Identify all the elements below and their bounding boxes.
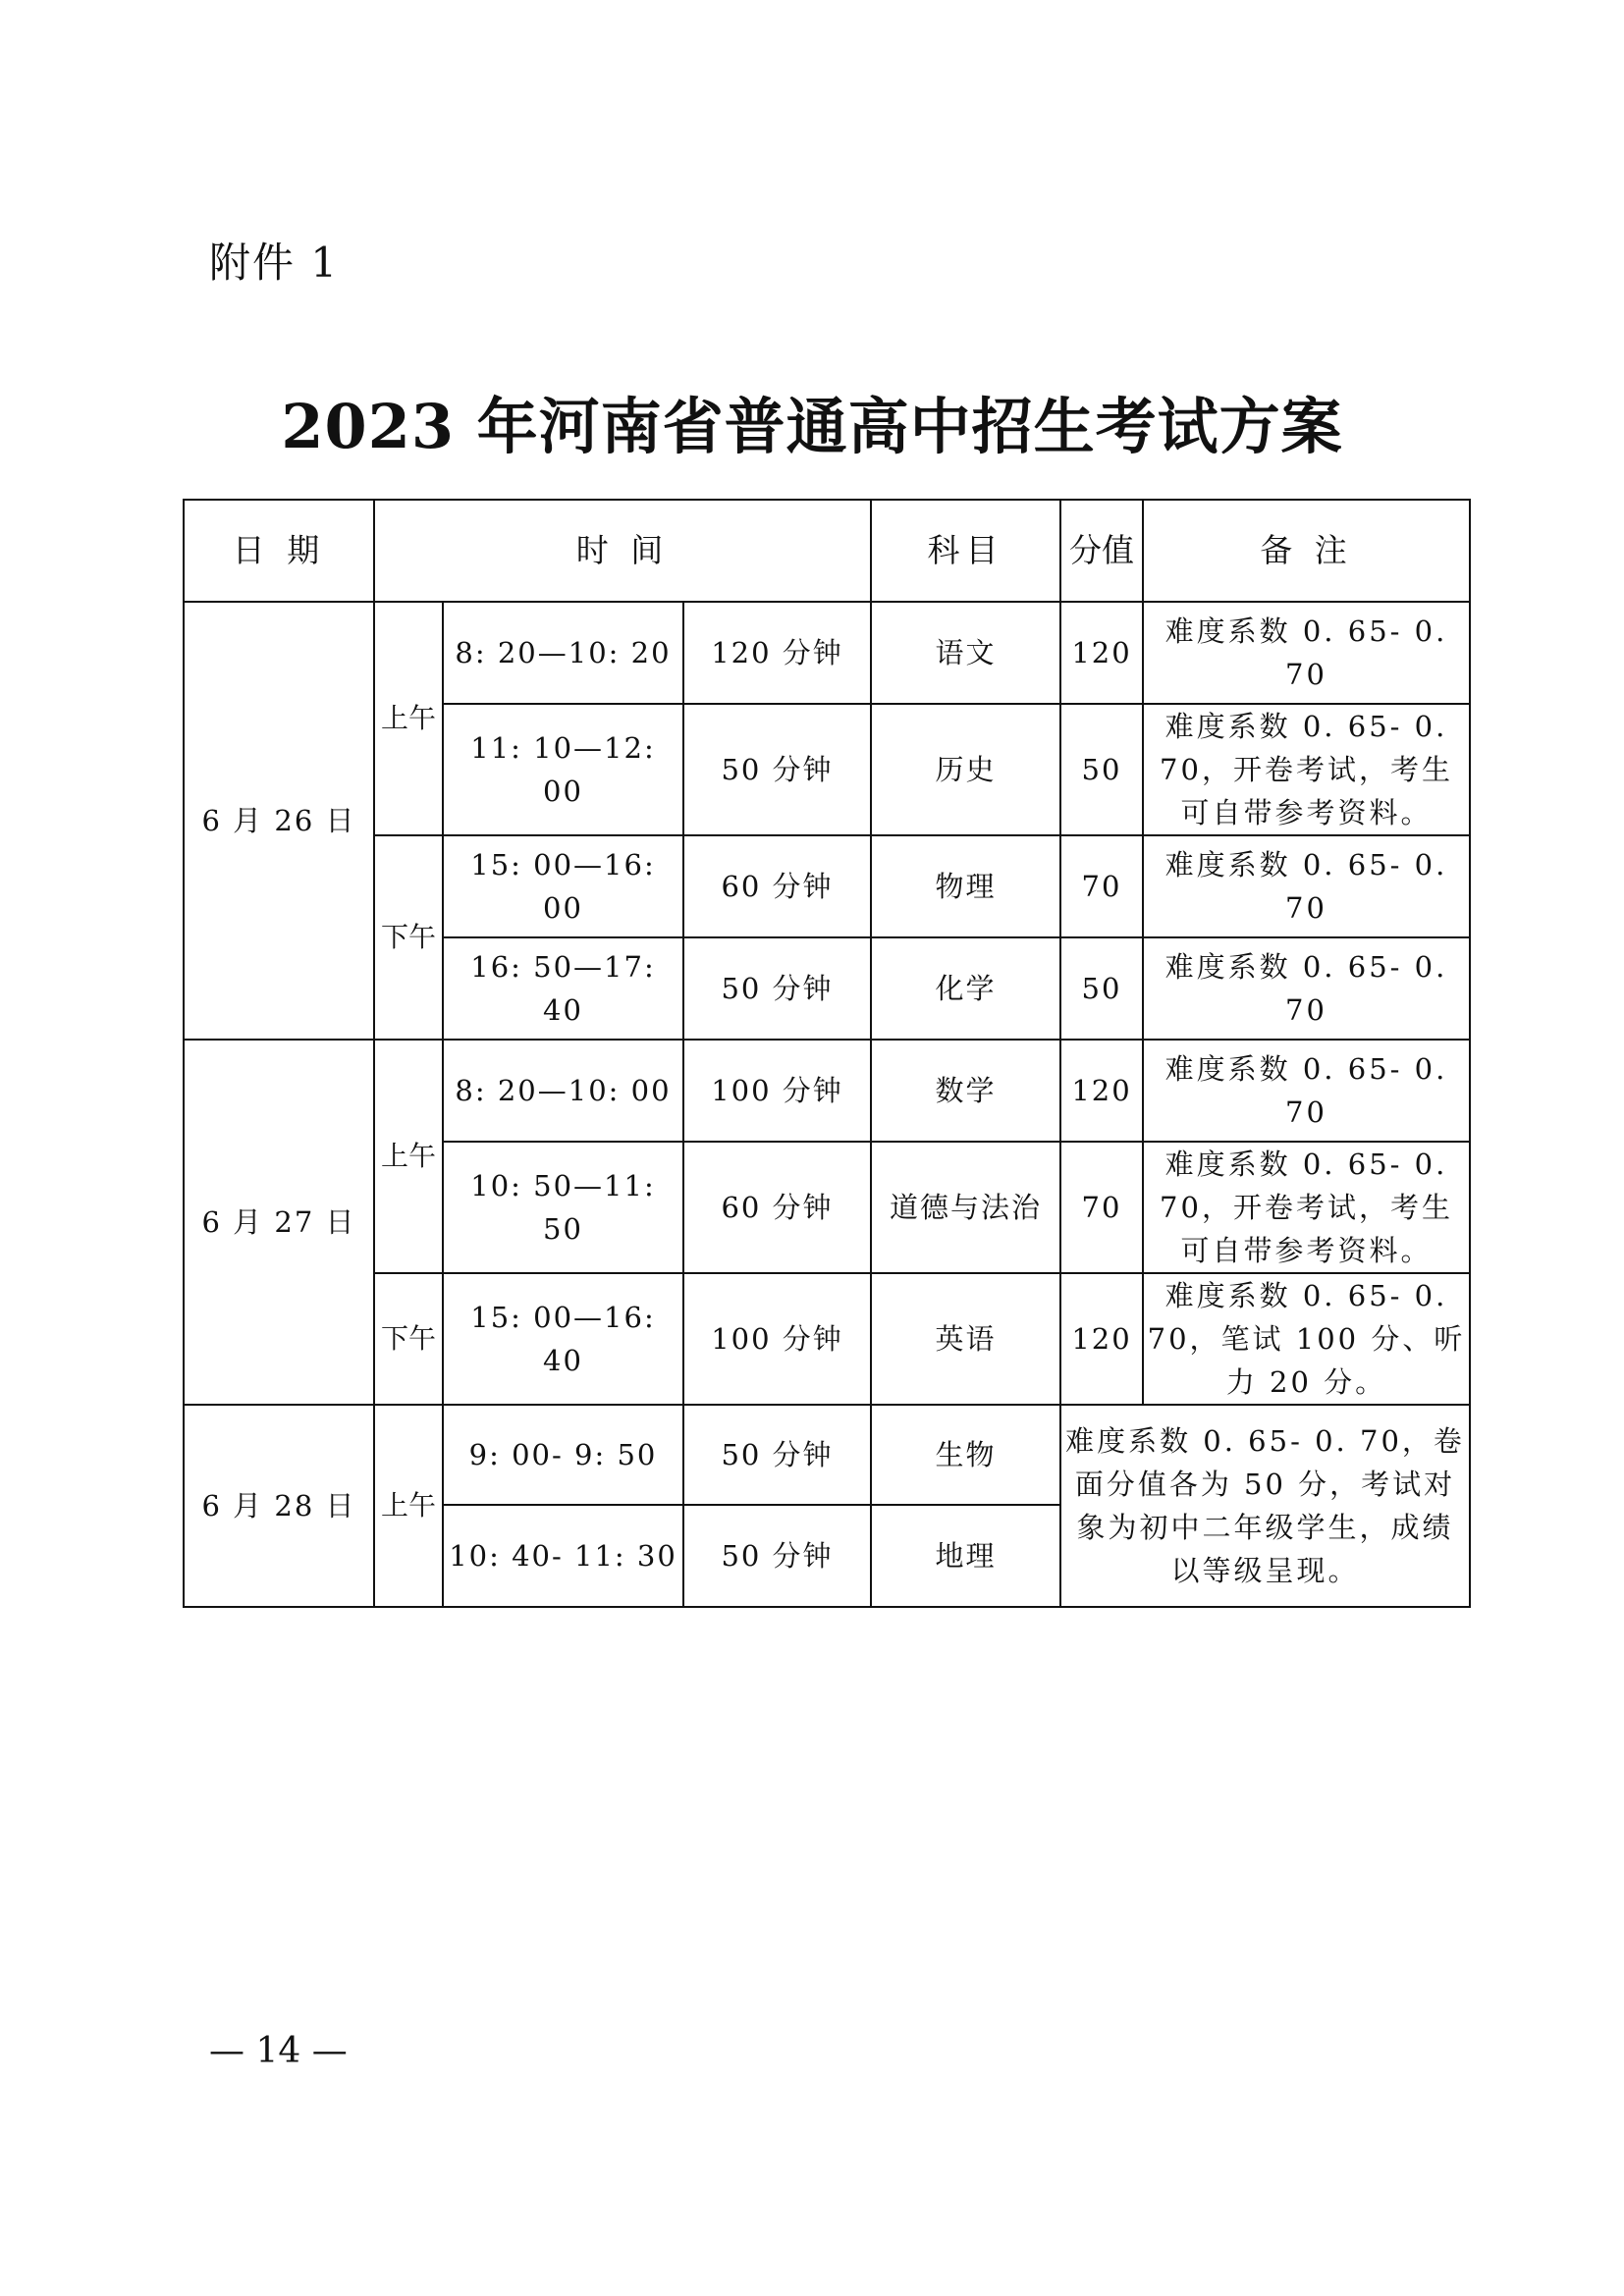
score-cell: 120 — [1060, 1040, 1143, 1142]
date-cell: 6 月 27 日 — [184, 1040, 374, 1405]
time-cell: 8: 20—10: 20 — [443, 602, 683, 704]
score-cell: 70 — [1060, 835, 1143, 937]
exam-schedule-table — [183, 499, 1471, 1608]
period-cell: 下午 — [374, 835, 443, 1040]
date-cell: 6 月 28 日 — [184, 1405, 374, 1607]
date-cell: 6 月 26 日 — [184, 602, 374, 1040]
page-title: 2023 年河南省普通高中招生考试方案 — [281, 391, 1343, 462]
time-cell: 10: 50—11: 50 — [443, 1142, 683, 1273]
table-row — [184, 1040, 1470, 1142]
table-row — [184, 835, 1470, 937]
score-cell: 120 — [1060, 1273, 1143, 1405]
score-cell: 50 — [1060, 937, 1143, 1040]
attachment-label: 附件 1 — [209, 239, 340, 287]
subject-cell: 物理 — [871, 835, 1060, 937]
header-note: 备 注 — [1143, 500, 1470, 602]
table-row — [184, 1405, 1470, 1505]
duration-cell: 100 分钟 — [683, 1040, 871, 1142]
note-cell: 难度系数 0. 65- 0. 70，开卷考试，考生可自带参考资料。 — [1143, 1142, 1470, 1273]
subject-cell: 生物 — [871, 1405, 1060, 1505]
time-cell: 15: 00—16: 00 — [443, 835, 683, 937]
time-cell: 16: 50—17: 40 — [443, 937, 683, 1040]
period-cell: 下午 — [374, 1273, 443, 1405]
note-cell: 难度系数 0. 65- 0. 70 — [1143, 835, 1470, 937]
duration-cell: 50 分钟 — [683, 704, 871, 835]
duration-cell: 100 分钟 — [683, 1273, 871, 1405]
duration-cell: 50 分钟 — [683, 937, 871, 1040]
score-cell: 120 — [1060, 602, 1143, 704]
duration-cell: 120 分钟 — [683, 602, 871, 704]
note-cell: 难度系数 0. 65- 0. 70，开卷考试，考生可自带参考资料。 — [1143, 704, 1470, 835]
table-row — [184, 1273, 1470, 1405]
subject-cell: 化学 — [871, 937, 1060, 1040]
period-cell: 上午 — [374, 1405, 443, 1607]
period-cell: 上午 — [374, 1040, 443, 1273]
note-cell: 难度系数 0. 65- 0. 70 — [1143, 1040, 1470, 1142]
duration-cell: 60 分钟 — [683, 835, 871, 937]
subject-cell: 地理 — [871, 1505, 1060, 1607]
subject-cell: 道德与法治 — [871, 1142, 1060, 1273]
header-score: 分值 — [1060, 500, 1143, 602]
score-cell: 50 — [1060, 704, 1143, 835]
note-cell: 难度系数 0. 65- 0. 70，笔试 100 分、听力 20 分。 — [1143, 1273, 1470, 1405]
subject-cell: 历史 — [871, 704, 1060, 835]
table-header-row — [184, 500, 1470, 602]
time-cell: 8: 20—10: 00 — [443, 1040, 683, 1142]
subject-cell: 数学 — [871, 1040, 1060, 1142]
period-cell: 上午 — [374, 602, 443, 835]
note-cell: 难度系数 0. 65- 0. 70 — [1143, 937, 1470, 1040]
subject-cell: 英语 — [871, 1273, 1060, 1405]
header-subject: 科目 — [871, 500, 1060, 602]
header-date: 日 期 — [184, 500, 374, 602]
page-number: — 14 — — [209, 2031, 348, 2071]
time-cell: 15: 00—16: 40 — [443, 1273, 683, 1405]
time-cell: 9: 00- 9: 50 — [443, 1405, 683, 1505]
time-cell: 10: 40- 11: 30 — [443, 1505, 683, 1607]
header-time: 时 间 — [374, 500, 871, 602]
duration-cell: 60 分钟 — [683, 1142, 871, 1273]
note-cell: 难度系数 0. 65- 0. 70 — [1143, 602, 1470, 704]
score-cell: 70 — [1060, 1142, 1143, 1273]
time-cell: 11: 10—12: 00 — [443, 704, 683, 835]
table-row — [184, 602, 1470, 704]
subject-cell: 语文 — [871, 602, 1060, 704]
duration-cell: 50 分钟 — [683, 1405, 871, 1505]
duration-cell: 50 分钟 — [683, 1505, 871, 1607]
shared-note-cell: 难度系数 0. 65- 0. 70，卷面分值各为 50 分，考试对象为初中二年级学生，成绩以等级呈现。 — [1060, 1405, 1470, 1607]
